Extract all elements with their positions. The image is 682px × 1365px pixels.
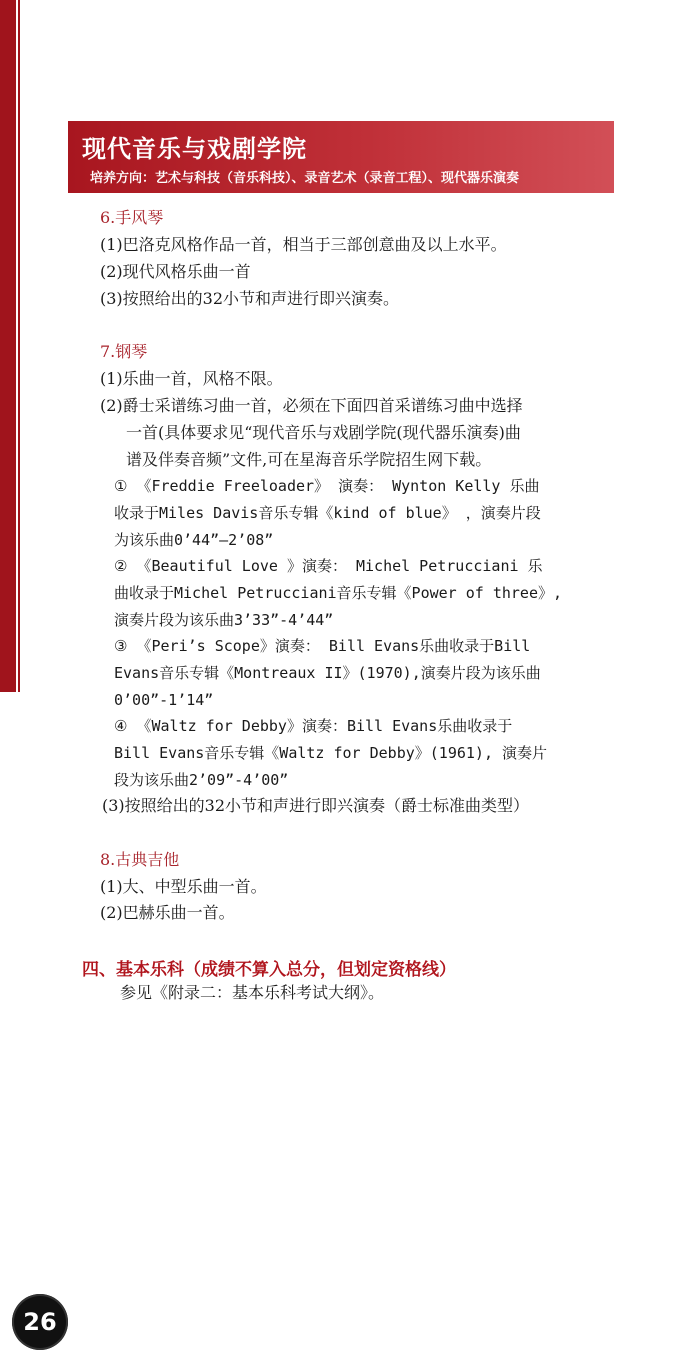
accordion-item-3: (3)按照给出的32小节和声进行即兴演奏。 (100, 289, 400, 308)
piece-2-line-2: 曲收录于Michel Petrucciani音乐专辑《Power of three》, (114, 584, 563, 602)
piano-item-3: (3)按照给出的32小节和声进行即兴演奏（爵士标准曲类型） (102, 796, 530, 815)
piano-item-2-line-3: 谱及伴奏音频”文件,可在星海音乐学院招生网下载。 (126, 450, 492, 469)
piece-2-line-1: ② 《Beautiful Love 》演奏： Michel Petrucciani 乐 (114, 557, 543, 575)
accordion-item-1: (1)巴洛克风格作品一首，相当于三部创意曲及以上水平。 (100, 235, 507, 254)
left-accent-bar (0, 0, 16, 692)
piece-1-line-2: 收录于Miles Davis音乐专辑《kind of blue》 ，演奏片段 (114, 504, 541, 522)
piece-3-line-3: 0’00”-1’14” (114, 691, 214, 709)
piece-1-line-1: ① 《Freddie Freeloader》 演奏： Wynton Kelly 乐曲 (114, 477, 540, 495)
banner-subtitle: 培养方向：艺术与科技（音乐科技）、录音艺术（录音工程）、现代器乐演奏 (90, 171, 520, 186)
piano-item-1: (1)乐曲一首，风格不限。 (100, 369, 283, 388)
piece-1-line-3: 为该乐曲0’44”—2’08” (114, 531, 274, 549)
banner-title: 现代音乐与戏剧学院 (82, 135, 307, 163)
piece-2-line-3: 演奏片段为该乐曲3’33”-4’44” (114, 611, 334, 629)
piano-heading: 7.钢琴 (100, 342, 148, 361)
accordion-item-2: (2)现代风格乐曲一首 (100, 262, 251, 281)
piece-3-line-1: ③ 《Peri’s Scope》演奏： Bill Evans乐曲收录于Bill (114, 637, 531, 655)
section-4-text: 参见《附录二：基本乐科考试大纲》。 (120, 983, 385, 1002)
section-4-heading: 四、基本乐科（成绩不算入总分，但划定资格线） (82, 960, 456, 980)
guitar-item-1: (1)大、中型乐曲一首。 (100, 877, 267, 896)
piece-4-line-2: Bill Evans音乐专辑《Waltz for Debby》(1961), 演奏片 (114, 744, 548, 762)
piano-item-2-line-2: 一首(具体要求见“现代音乐与戏剧学院(现代器乐演奏)曲 (126, 423, 521, 442)
accordion-heading: 6.手风琴 (100, 208, 164, 227)
guitar-item-2: (2)巴赫乐曲一首。 (100, 903, 235, 922)
piano-item-2-line-1: (2)爵士采谱练习曲一首，必须在下面四首采谱练习曲中选择 (100, 396, 523, 415)
piece-4-line-3: 段为该乐曲2’09”-4’00” (114, 771, 289, 789)
page-number-badge: 26 (12, 1294, 68, 1350)
guitar-heading: 8.古典吉他 (100, 850, 180, 869)
piece-4-line-1: ④ 《Waltz for Debby》演奏：Bill Evans乐曲收录于 (114, 717, 513, 735)
piece-3-line-2: Evans音乐专辑《Montreaux II》(1970),演奏片段为该乐曲 (114, 664, 541, 682)
college-banner (68, 121, 614, 193)
